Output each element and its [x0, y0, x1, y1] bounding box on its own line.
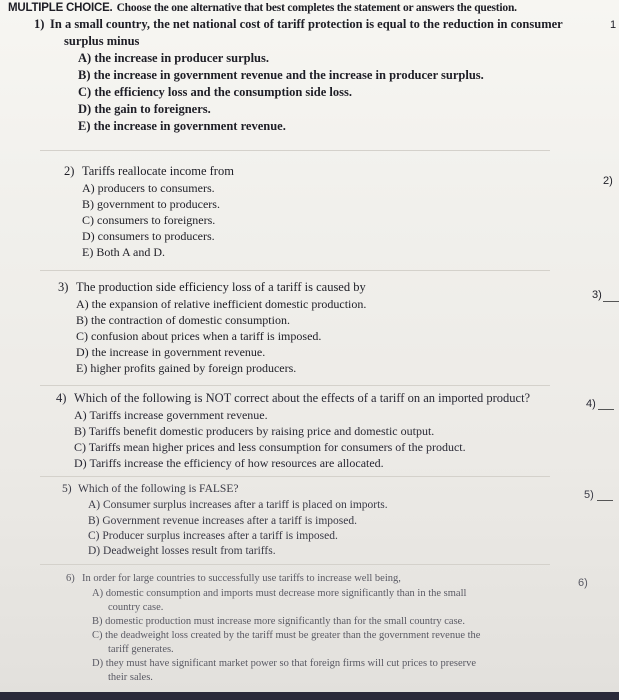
question-2-option-b[interactable]: B) government to producers.	[82, 197, 220, 211]
question-3-option-c[interactable]: C) confusion about prices when a tariff is imposed.	[76, 329, 322, 343]
question-4-option-d[interactable]: D) Tariffs increase the efficiency of how resources are allocated.	[74, 456, 384, 470]
question-6-option-a-continued: country case.	[108, 602, 164, 613]
question-6-option-b[interactable]: B) domestic production must increase more significantly than for the small country case.	[92, 616, 465, 627]
question-5-option-a[interactable]: A) Consumer surplus increases after a tariff is placed on imports.	[88, 499, 388, 511]
question-1-answer-mark: 1	[610, 19, 617, 31]
divider	[40, 270, 550, 271]
question-2-option-c[interactable]: C) consumers to foreigners.	[82, 213, 216, 227]
question-3-option-d[interactable]: D) the increase in government revenue.	[76, 345, 266, 359]
question-4-option-b[interactable]: B) Tariffs benefit domestic producers by raising price and domestic output.	[74, 424, 435, 438]
section-title: MULTIPLE CHOICE.	[8, 2, 113, 14]
question-5-stem: Which of the following is FALSE?	[78, 483, 239, 495]
question-6-option-c[interactable]: C) the deadweight loss created by the tariff must be greater than the government revenue the	[92, 630, 481, 641]
question-6-option-c-continued: tariff generates.	[108, 644, 174, 655]
answer-blank[interactable]	[597, 500, 613, 501]
question-5-answer-mark: 5)	[584, 489, 594, 501]
question-1-number: 1)	[34, 17, 45, 31]
question-3-number: 3)	[58, 280, 69, 294]
question-5-option-c[interactable]: C) Producer surplus increases after a tariff is imposed.	[88, 530, 338, 542]
question-6-stem: In order for large countries to successfully use tariffs to increase well being,	[82, 573, 401, 584]
question-4-answer-mark: 4)	[586, 398, 596, 410]
question-1-option-a[interactable]: A) the increase in producer surplus.	[78, 51, 269, 65]
question-4-number: 4)	[56, 391, 67, 405]
answer-blank[interactable]	[598, 409, 614, 410]
divider	[40, 476, 550, 477]
question-5-option-d[interactable]: D) Deadweight losses result from tariffs.	[88, 545, 276, 557]
question-4-option-a[interactable]: A) Tariffs increase government revenue.	[74, 408, 268, 422]
section-instructions: Choose the one alternative that best completes the statement or answers the question.	[116, 2, 517, 14]
question-2-option-e[interactable]: E) Both A and D.	[82, 245, 165, 259]
question-5-option-b[interactable]: B) Government revenue increases after a tariff is imposed.	[88, 515, 357, 527]
question-2-option-a[interactable]: A) producers to consumers.	[82, 181, 215, 195]
question-1-option-b[interactable]: B) the increase in government revenue and the increase in producer surplus.	[78, 68, 484, 82]
question-3-option-a[interactable]: A) the expansion of relative inefficient domestic production.	[76, 297, 367, 311]
question-3-stem: The production side efficiency loss of a tariff is caused by	[76, 280, 366, 294]
question-4-option-c[interactable]: C) Tariffs mean higher prices and less consumption for consumers of the product.	[74, 440, 466, 454]
question-5-number: 5)	[62, 483, 72, 495]
question-1-option-e[interactable]: E) the increase in government revenue.	[78, 119, 286, 133]
question-1-option-c[interactable]: C) the efficiency loss and the consumption side loss.	[78, 85, 352, 99]
question-2-option-d[interactable]: D) consumers to producers.	[82, 229, 215, 243]
answer-blank[interactable]	[603, 301, 619, 302]
question-4-stem: Which of the following is NOT correct about the effects of a tariff on an imported product?	[74, 391, 531, 405]
question-3-answer-mark: 3)	[592, 289, 602, 301]
question-1-stem: In a small country, the net national cost of tariff protection is equal to the reduction in consumer	[50, 17, 563, 31]
divider	[40, 385, 550, 386]
question-2-number: 2)	[64, 164, 75, 178]
question-6-number: 6)	[66, 573, 75, 584]
question-6-option-d[interactable]: D) they must have significant market power so that foreign firms will cut prices to preserve	[92, 658, 477, 669]
photo-bottom-edge	[0, 692, 619, 700]
question-2-stem: Tariffs reallocate income from	[82, 164, 234, 178]
question-3-option-b[interactable]: B) the contraction of domestic consumption.	[76, 313, 290, 327]
question-6-answer-mark: 6)	[578, 577, 588, 589]
section-header	[8, 2, 608, 14]
question-2-answer-mark: 2)	[603, 175, 613, 187]
question-1-option-d[interactable]: D) the gain to foreigners.	[78, 102, 211, 116]
question-6-option-a[interactable]: A) domestic consumption and imports must decrease more significantly than in the small	[92, 588, 467, 599]
divider	[40, 150, 550, 151]
divider	[40, 564, 550, 565]
question-3-option-e[interactable]: E) higher profits gained by foreign producers.	[76, 361, 297, 375]
question-1-stem-continued: surplus minus	[64, 34, 140, 48]
question-6-option-d-continued: their sales.	[108, 672, 153, 683]
